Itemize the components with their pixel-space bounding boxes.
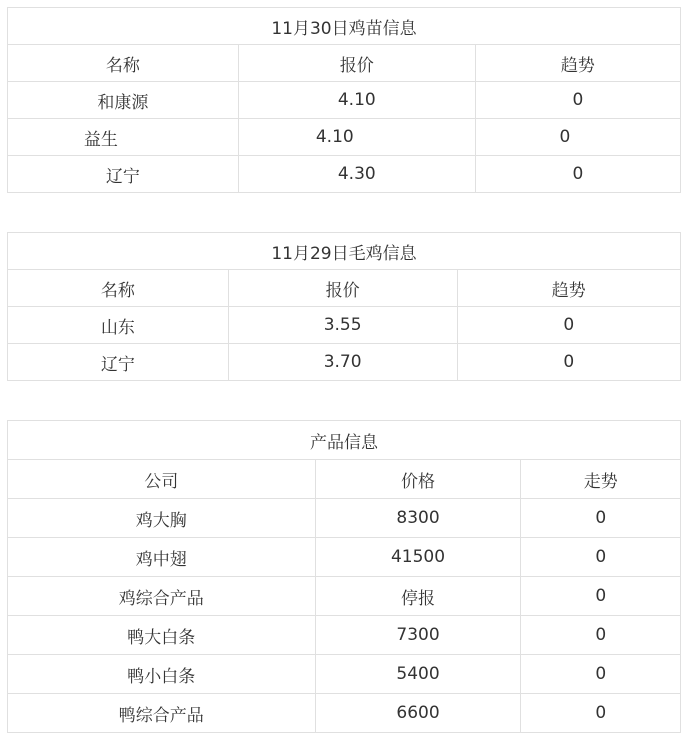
cell-quote: 3.70 [228, 344, 457, 381]
cell-name: 辽宁 [8, 156, 239, 193]
cell-quote: 4.10 [238, 82, 475, 119]
header-row [8, 270, 681, 307]
table-title-text: 11月29日毛鸡信息 [271, 243, 417, 264]
table-row [8, 538, 681, 577]
column-header-name: 名称 [8, 45, 239, 82]
cell-name: 山东 [8, 307, 229, 344]
table-row [8, 344, 681, 381]
table-row [8, 694, 681, 733]
cell-quote: 3.55 [228, 307, 457, 344]
cell-trend: 0 [521, 499, 681, 538]
table-title [8, 8, 681, 45]
cell-price: 6600 [315, 694, 521, 733]
cell-price: 7300 [315, 616, 521, 655]
cell-price: 8300 [315, 499, 521, 538]
cell-company: 鸭小白条 [8, 655, 316, 694]
column-header-price: 价格 [315, 460, 521, 499]
cell-quote: 4.30 [238, 156, 475, 193]
cell-price: 停报 [315, 577, 521, 616]
cell-trend: 0 [521, 655, 681, 694]
column-header-company: 公司 [8, 460, 316, 499]
table-row [8, 307, 681, 344]
cell-trend: 0 [457, 344, 680, 381]
cell-company: 鸡综合产品 [8, 577, 316, 616]
cell-trend: 0 [475, 119, 680, 156]
table-title-row [8, 233, 681, 270]
table-row [8, 156, 681, 193]
table-row [8, 655, 681, 694]
cell-company: 鸭综合产品 [8, 694, 316, 733]
table-title-row [8, 8, 681, 45]
table-row [8, 577, 681, 616]
table-title [8, 233, 681, 270]
cell-trend: 0 [521, 694, 681, 733]
cell-trend: 0 [475, 156, 680, 193]
column-header-quote: 报价 [238, 45, 475, 82]
cell-name: 辽宁 [8, 344, 229, 381]
column-header-trend: 走势 [521, 460, 681, 499]
cell-company: 鸡中翅 [8, 538, 316, 577]
table-row [8, 82, 681, 119]
table-title-text: 产品信息 [310, 432, 378, 453]
cell-name: 和康源 [8, 82, 239, 119]
column-header-name: 名称 [8, 270, 229, 307]
table-row [8, 616, 681, 655]
column-header-trend: 趋势 [457, 270, 680, 307]
cell-company: 鸭大白条 [8, 616, 316, 655]
cell-price: 5400 [315, 655, 521, 694]
table-row [8, 119, 681, 156]
broiler-price-table [7, 232, 681, 381]
cell-trend: 0 [521, 538, 681, 577]
cell-trend: 0 [521, 616, 681, 655]
cell-price: 41500 [315, 538, 521, 577]
cell-trend: 0 [475, 82, 680, 119]
header-row [8, 45, 681, 82]
table-title [8, 421, 681, 460]
table-row [8, 499, 681, 538]
cell-quote: 4.10 [238, 119, 475, 156]
column-header-trend: 趋势 [475, 45, 680, 82]
cell-trend: 0 [521, 577, 681, 616]
header-row [8, 460, 681, 499]
cell-company: 鸡大胸 [8, 499, 316, 538]
cell-name: 益生 [8, 119, 239, 156]
cell-trend: 0 [457, 307, 680, 344]
column-header-quote: 报价 [228, 270, 457, 307]
table-title-text: 11月30日鸡苗信息 [271, 18, 417, 39]
table-title-row [8, 421, 681, 460]
chick-seedling-price-table [7, 7, 681, 193]
product-price-table [7, 420, 681, 733]
